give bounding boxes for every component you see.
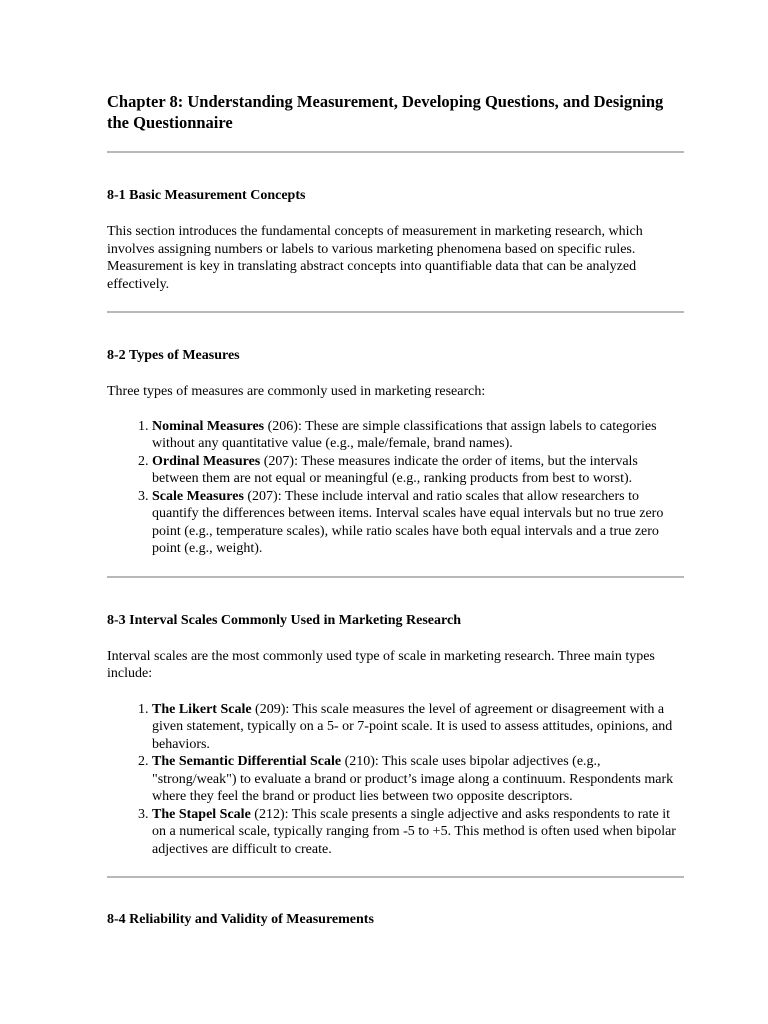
list-item	[152, 806, 684, 859]
section-intro-8-3: Interval scales are the most commonly used type of scale in marketing research. Three main types include:	[107, 648, 655, 681]
list-item-term: The Likert Scale	[152, 701, 252, 717]
divider	[107, 876, 684, 878]
list-item-term: The Semantic Differential Scale	[152, 754, 342, 769]
interval-scales-list	[107, 701, 684, 859]
section-body-8-1: This section introduces the fundamental concepts of measurement in marketing research, which involves assigning numbers or labels to various marketing phenomena based on specific rules. Measurement is key in translating abstract concepts into quantifiable data that can be analyzed effectively.	[107, 224, 643, 292]
list-item	[152, 418, 684, 453]
list-item-term: Nominal Measures	[152, 418, 265, 434]
list-item-text: (207): These include interval and ratio scales that allow researchers to quantify the differences between items. Interval scales have equal intervals but no true zero point (e.g., temperature scales), while ratio scales have both equal intervals and a true zero point (e.g., weight).	[152, 488, 664, 556]
section-intro-8-2: Three types of measures are commonly used in marketing research:	[107, 384, 486, 399]
list-item-text: (206): These are simple classifications that assign labels to categories without any quantitative value (e.g., male/female, brand names).	[152, 418, 657, 451]
document-title: Chapter 8: Understanding Measurement, Developing Questions, and Designing the Questionnaire	[107, 92, 664, 132]
list-item-text: (212): This scale presents a single adjective and asks respondents to rate it on a numerical scale, typically ranging from -5 to +5. This method is often used when bipolar adjectives are difficult to create.	[152, 806, 676, 857]
divider	[107, 576, 684, 578]
list-item	[152, 701, 684, 754]
section-heading-8-3: 8-3 Interval Scales Commonly Used in Marketing Research	[107, 612, 461, 628]
list-item-text: (209): This scale measures the level of agreement or disagreement with a given statement, typically on a 5- or 7-point scale. It is used to assess attitudes, opinions, and behaviors.	[152, 701, 673, 752]
section-heading-8-1: 8-1 Basic Measurement Concepts	[107, 188, 306, 203]
section-heading-8-2: 8-2 Types of Measures	[107, 348, 240, 363]
section-heading-8-4: 8-4 Reliability and Validity of Measurements	[107, 912, 374, 927]
list-item	[152, 488, 684, 558]
list-item-text: (210): This scale uses bipolar adjectives (e.g., "strong/weak") to evaluate a brand or product’s image along a continuum. Respondents mark where they feel the brand or product lies between two opposite descriptors.	[152, 754, 674, 804]
list-item-term: Ordinal Measures	[152, 453, 261, 469]
divider	[107, 151, 684, 153]
measures-list	[107, 418, 684, 558]
list-item	[152, 453, 684, 488]
list-item-text: (207): These measures indicate the order of items, but the intervals between them are not equal or meaningful (e.g., ranking products from best to worst).	[152, 453, 638, 486]
list-item-term: Scale Measures	[152, 488, 244, 504]
divider	[107, 311, 684, 313]
list-item-term: The Stapel Scale	[152, 806, 251, 822]
list-item	[152, 753, 684, 806]
